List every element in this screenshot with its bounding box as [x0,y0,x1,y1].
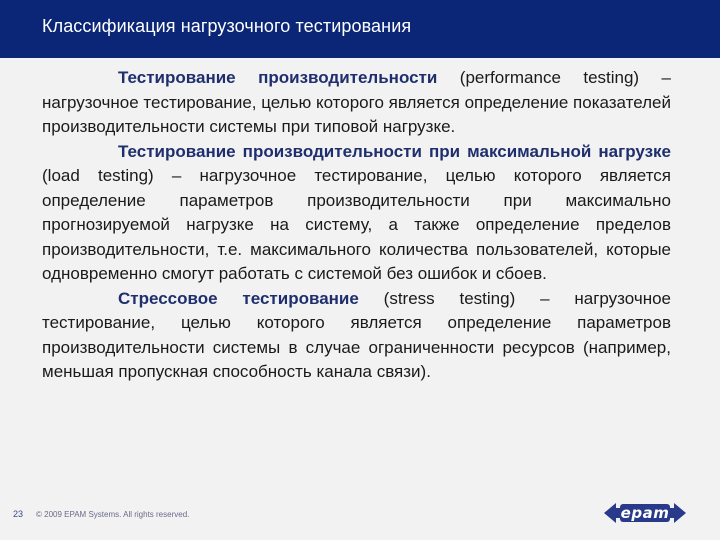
paragraph-stress-testing [42,287,671,385]
definition-stress-testing: (stress testing) – нагрузочное тестирование, целью которого является определение параметров производительности системы в случае ограниченности ресурсов (например, меньшая пропускная способность канала связи). [42,288,671,381]
slide-header-bar [0,0,720,58]
paragraph-performance-testing [42,66,671,140]
definition-performance-testing: (performance testing) – нагрузочное тестирование, целью которого является определение показателей производительности системы при типовой нагрузке. [42,68,672,136]
term-stress-testing: Стрессовое тестирование [118,288,359,308]
definition-load-testing: (load testing) – нагрузочное тестирование, целью которого является определение параметров производительности при максимально прогнозируемой нагрузке на систему, а также определение пределов производительности, т.е. максимального количества пользователей, которые одновременно смогут работать с системой без ошибок и сбоев. [42,166,671,283]
slide-body [42,66,671,385]
slide-title: Классификация нагрузочного тестирования [42,16,412,36]
epam-logo [604,500,686,526]
epam-logo-text: epam [620,504,670,522]
term-performance-testing: Тестирование производительности [118,68,438,87]
paragraph-load-testing [42,140,671,287]
page-number: 23 [13,509,24,519]
copyright-notice: © 2009 EPAM Systems. All rights reserved. [36,510,190,519]
term-load-testing: Тестирование производительности при максимальной нагрузке [118,141,671,161]
